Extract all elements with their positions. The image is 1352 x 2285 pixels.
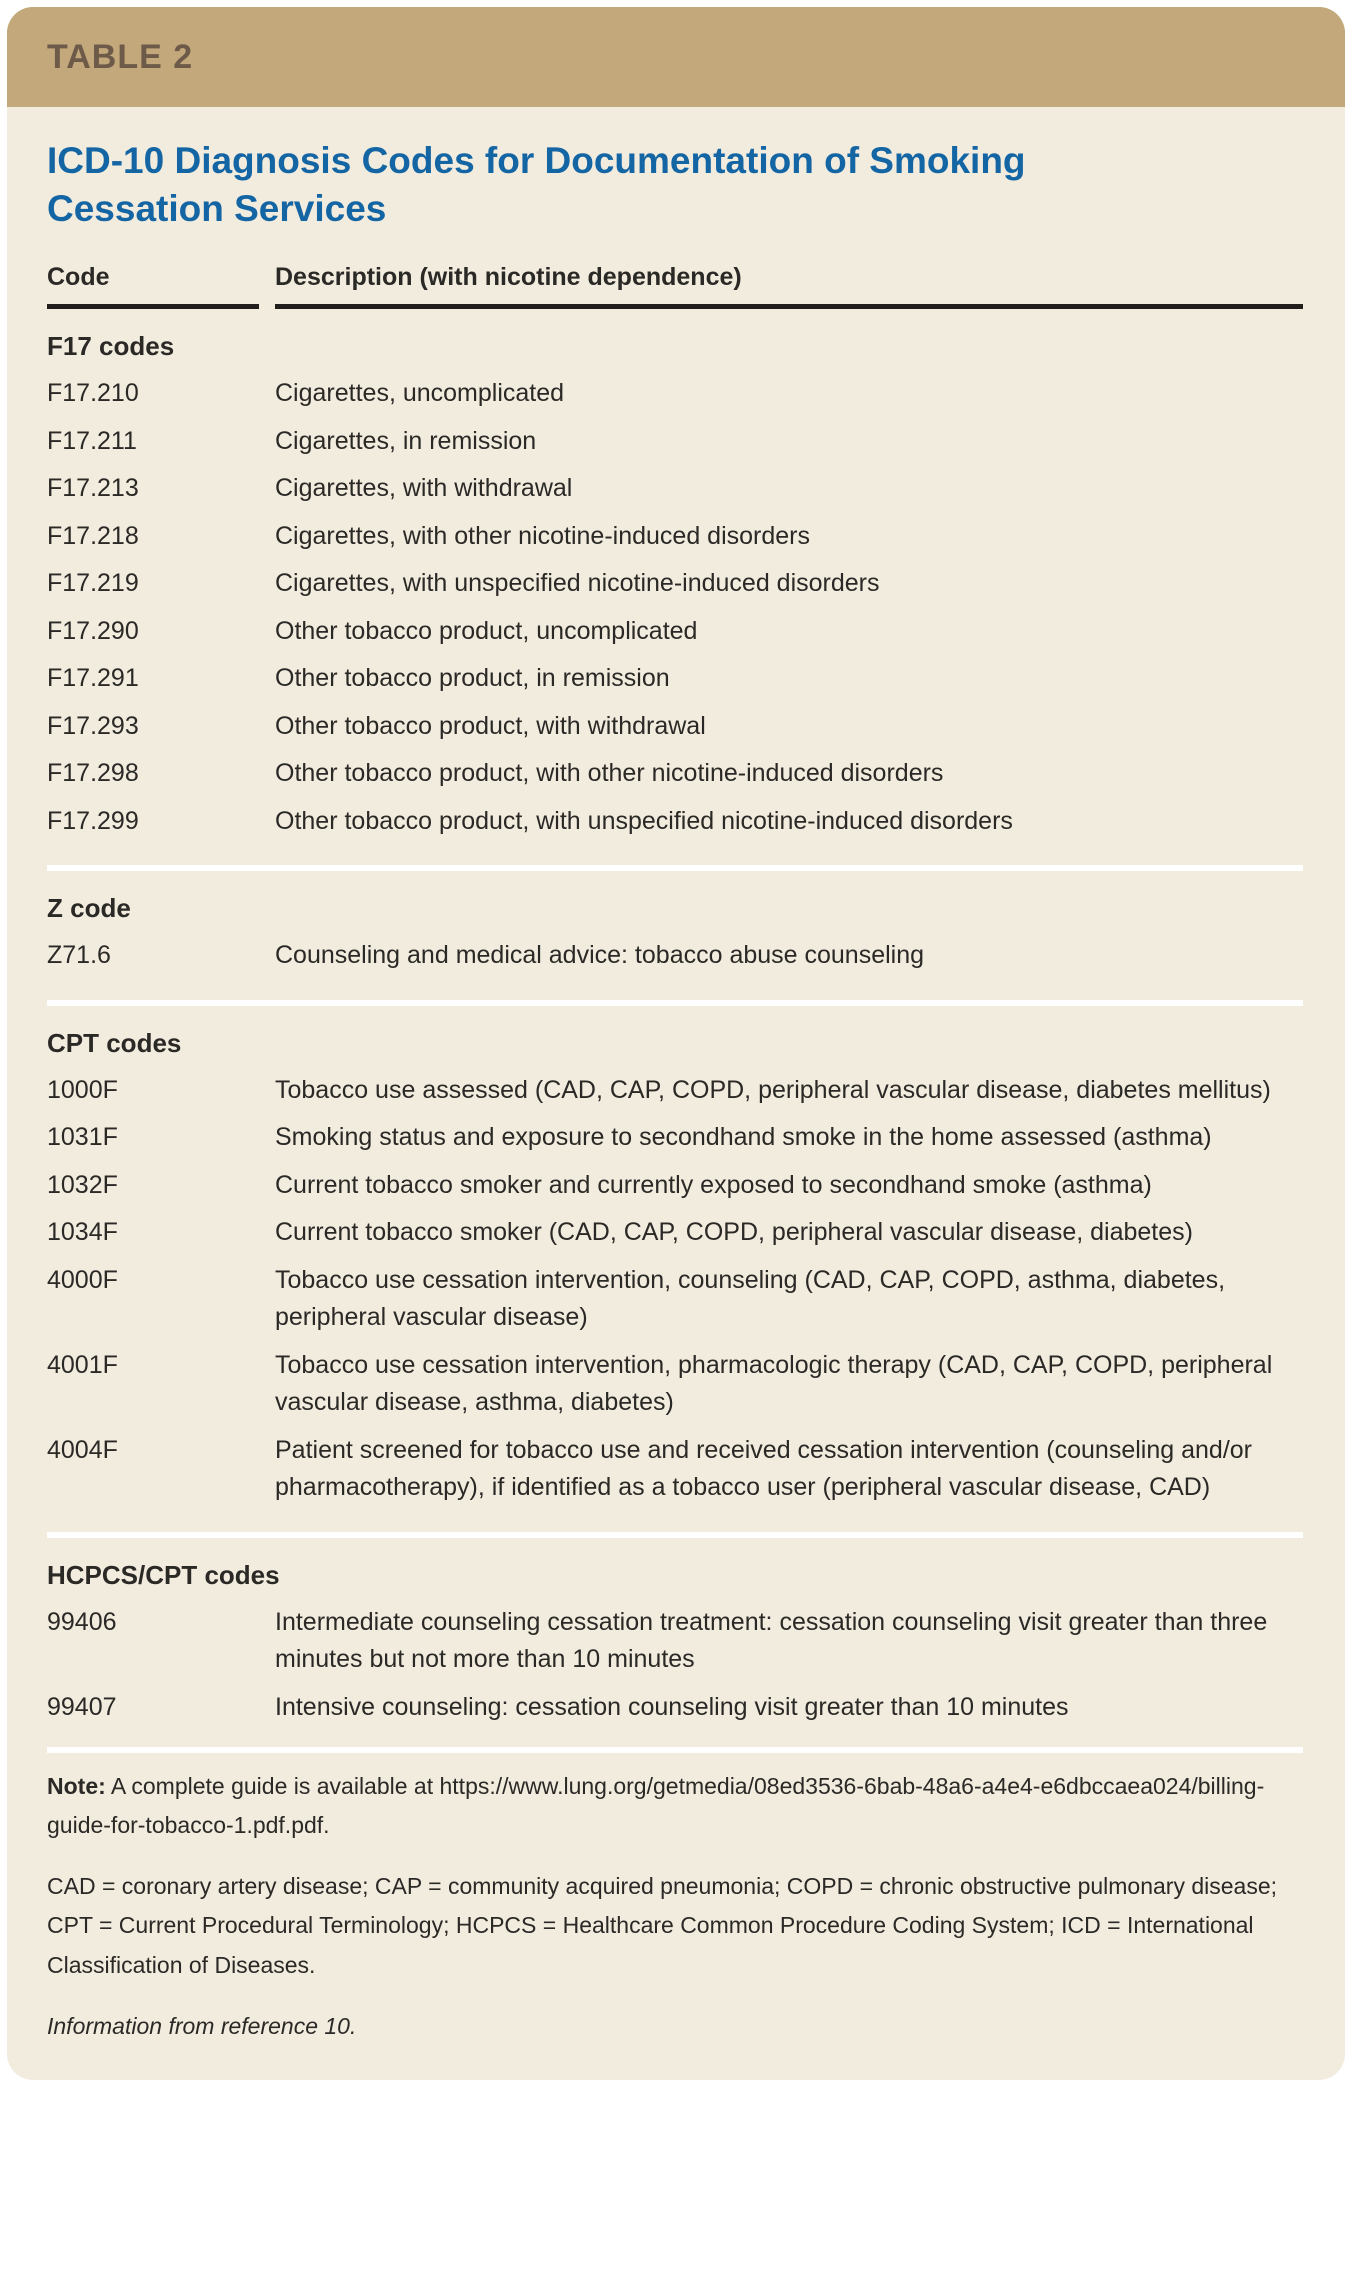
table-row bbox=[47, 1342, 1303, 1427]
table-row bbox=[47, 932, 1303, 980]
table-row bbox=[47, 1209, 1303, 1257]
table-row bbox=[47, 1599, 1303, 1684]
note bbox=[47, 1767, 1277, 1845]
description-cell: Current tobacco smoker (CAD, CAP, COPD, peripheral vascular disease, diabetes) bbox=[275, 1218, 1193, 1247]
description-cell: Tobacco use cessation intervention, pharmacologic therapy (CAD, CAP, COPD, peripheral vascular disease, asthma, diabetes) bbox=[275, 1350, 1273, 1417]
description-cell: Other tobacco product, with withdrawal bbox=[275, 711, 706, 740]
code-cell: 1032F bbox=[47, 1170, 118, 1199]
section-rows bbox=[47, 1067, 1303, 1512]
table-row bbox=[47, 1257, 1303, 1342]
code-cell: F17.290 bbox=[47, 616, 139, 645]
section-rows bbox=[47, 1599, 1303, 1732]
table-row bbox=[47, 1067, 1303, 1115]
table-row bbox=[47, 1684, 1303, 1732]
table-row bbox=[47, 1114, 1303, 1162]
table-section bbox=[47, 845, 1303, 980]
table-row bbox=[47, 798, 1303, 846]
header-rule bbox=[47, 304, 1303, 309]
table-row bbox=[47, 655, 1303, 703]
code-cell: 1031F bbox=[47, 1123, 118, 1152]
section-divider bbox=[47, 1000, 1303, 1006]
code-cell: F17.210 bbox=[47, 379, 139, 408]
code-cell: F17.293 bbox=[47, 711, 139, 740]
table-title: ICD-10 Diagnosis Codes for Documentation of Smoking Cessation Services bbox=[47, 140, 1026, 230]
code-cell: F17.298 bbox=[47, 759, 139, 788]
description-cell: Tobacco use cessation intervention, counseling (CAD, CAP, COPD, asthma, diabetes, peripheral vascular disease) bbox=[275, 1265, 1226, 1332]
table-card bbox=[7, 7, 1345, 2080]
code-cell: F17.213 bbox=[47, 474, 139, 503]
code-cell: F17.211 bbox=[47, 426, 137, 455]
table-row bbox=[47, 1162, 1303, 1210]
table-row bbox=[47, 608, 1303, 656]
footnotes bbox=[47, 1747, 1303, 2046]
section-rows bbox=[47, 932, 1303, 980]
section-header: HCPCS/CPT codes bbox=[47, 1559, 280, 1590]
table-row bbox=[47, 1427, 1303, 1512]
code-cell: F17.219 bbox=[47, 569, 139, 598]
table-row bbox=[47, 465, 1303, 513]
column-header-description: Description (with nicotine dependence) bbox=[275, 263, 742, 292]
description-cell: Cigarettes, with other nicotine-induced disorders bbox=[275, 521, 810, 550]
description-cell: Other tobacco product, with other nicotine-induced disorders bbox=[275, 759, 944, 788]
column-header-code: Code bbox=[47, 263, 110, 292]
description-cell: Other tobacco product, uncomplicated bbox=[275, 616, 698, 645]
description-cell: Intermediate counseling cessation treatment: cessation counseling visit greater than three minutes but not more than 10 minutes bbox=[275, 1607, 1268, 1674]
description-cell: Cigarettes, uncomplicated bbox=[275, 379, 565, 408]
description-cell: Current tobacco smoker and currently exposed to secondhand smoke (asthma) bbox=[275, 1170, 1152, 1199]
description-cell: Cigarettes, with withdrawal bbox=[275, 474, 573, 503]
source-line: Information from reference 10. bbox=[47, 2012, 357, 2039]
sections bbox=[47, 309, 1303, 1731]
section-divider bbox=[47, 1747, 1303, 1753]
table-header-band bbox=[7, 7, 1345, 107]
code-cell: 1034F bbox=[47, 1218, 118, 1247]
table-row bbox=[47, 750, 1303, 798]
abbreviations: CAD = coronary artery disease; CAP = community acquired pneumonia; COPD = chronic obstructive pulmonary disease; CPT = Current Procedural Terminology; HCPCS = Healthcare Common Procedure Coding System; ICD = International Classification of Diseases. bbox=[47, 1873, 1278, 1978]
code-cell: F17.218 bbox=[47, 521, 139, 550]
section-rows bbox=[47, 370, 1303, 845]
code-cell: 4001F bbox=[47, 1350, 118, 1379]
header-rule-code-segment bbox=[47, 304, 259, 309]
table-row bbox=[47, 513, 1303, 561]
description-cell: Cigarettes, with unspecified nicotine-induced disorders bbox=[275, 569, 880, 598]
table-body bbox=[7, 107, 1345, 2080]
code-cell: 1000F bbox=[47, 1075, 118, 1104]
column-header-row bbox=[47, 263, 1303, 304]
table-row bbox=[47, 370, 1303, 418]
description-cell: Tobacco use assessed (CAD, CAP, COPD, peripheral vascular disease, diabetes mellitus) bbox=[275, 1075, 1271, 1104]
table-row bbox=[47, 560, 1303, 608]
code-cell: F17.291 bbox=[47, 664, 139, 693]
description-cell: Patient screened for tobacco use and received cessation intervention (counseling and/or pharmacotherapy), if identified as a tobacco user (peripheral vascular disease, CAD) bbox=[275, 1435, 1252, 1502]
description-cell: Smoking status and exposure to secondhand smoke in the home assessed (asthma) bbox=[275, 1123, 1212, 1152]
note-text: A complete guide is available at https://www.lung.org/getmedia/08ed3536-6bab-48a6-a4e4-e6dbccaea024/billing-guide-for-tobacco-1.pdf.pdf. bbox=[47, 1773, 1265, 1839]
section-header: F17 codes bbox=[47, 331, 175, 362]
table-row bbox=[47, 418, 1303, 466]
section-divider bbox=[47, 1532, 1303, 1538]
description-cell: Cigarettes, in remission bbox=[275, 426, 537, 455]
description-cell: Intensive counseling: cessation counseling visit greater than 10 minutes bbox=[275, 1692, 1069, 1721]
code-cell: Z71.6 bbox=[47, 941, 111, 970]
table-section bbox=[47, 980, 1303, 1512]
table-section bbox=[47, 309, 1303, 845]
header-rule-description-segment bbox=[275, 304, 1303, 309]
code-cell: 4004F bbox=[47, 1435, 118, 1464]
section-divider bbox=[47, 865, 1303, 871]
code-cell: 99406 bbox=[47, 1607, 117, 1636]
table-section bbox=[47, 1512, 1303, 1732]
description-cell: Other tobacco product, with unspecified nicotine-induced disorders bbox=[275, 806, 1013, 835]
description-cell: Counseling and medical advice: tobacco abuse counseling bbox=[275, 941, 925, 970]
code-cell: F17.299 bbox=[47, 806, 139, 835]
note-label: Note: bbox=[47, 1773, 106, 1800]
section-header: CPT codes bbox=[47, 1027, 182, 1058]
description-cell: Other tobacco product, in remission bbox=[275, 664, 670, 693]
table-row bbox=[47, 703, 1303, 751]
code-cell: 99407 bbox=[47, 1692, 117, 1721]
code-cell: 4000F bbox=[47, 1265, 118, 1294]
table-label: TABLE 2 bbox=[47, 37, 194, 76]
section-header: Z code bbox=[47, 893, 131, 924]
